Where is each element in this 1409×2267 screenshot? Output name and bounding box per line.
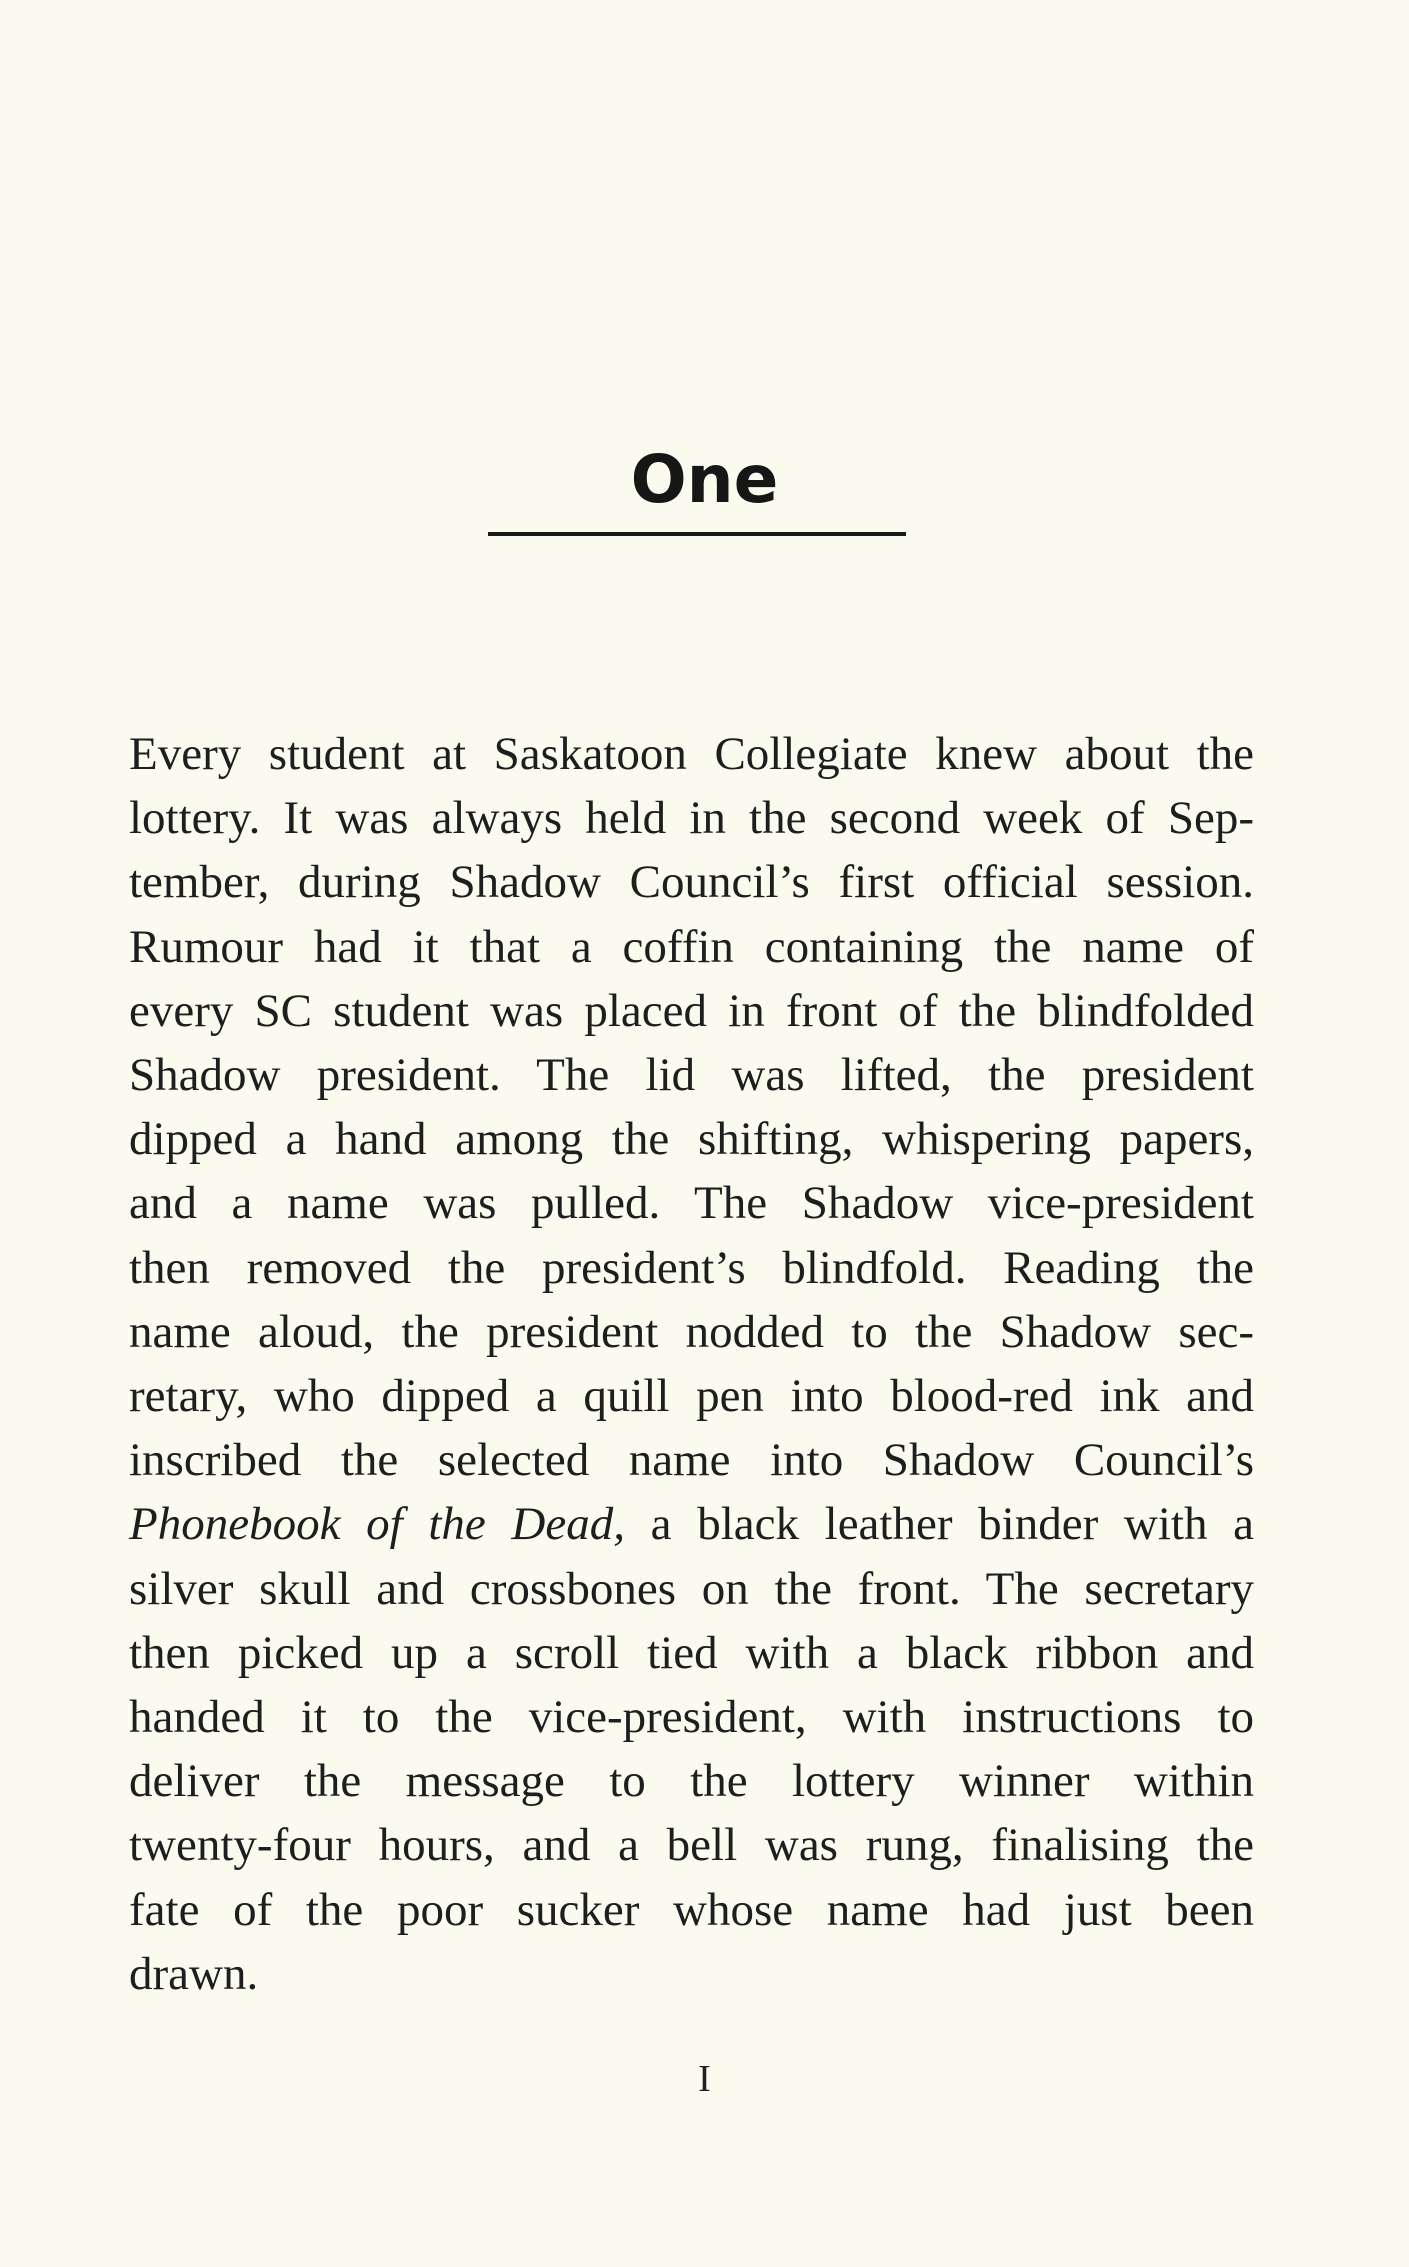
text-line: then removed the president’s blindfold. Reading the [129, 1241, 1254, 1294]
text-line: every SC student was placed in front of the blindfolded [129, 984, 1254, 1037]
text-line-with-title [129, 1492, 1254, 1556]
text-line: Rumour had it that a coffin containing the name of [129, 920, 1254, 973]
body-paragraph [129, 722, 1254, 2006]
text-line: fate of the poor sucker whose name had just been [129, 1883, 1254, 1936]
chapter-title: One [630, 441, 779, 518]
title-underline [488, 532, 906, 536]
page-number: I [698, 2058, 711, 2100]
text-line: inscribed the selected name into Shadow Council’s [129, 1434, 1254, 1487]
book-title-italic: Phonebook of the Dead, [129, 1498, 625, 1551]
text-line: deliver the message to the lottery winner within [129, 1755, 1254, 1808]
text-line: tember, during Shadow Council’s first official session. [129, 856, 1254, 909]
text-line: silver skull and crossbones on the front. The secretary [129, 1562, 1254, 1615]
text-line: handed it to the vice-president, with instructions to [129, 1691, 1254, 1744]
text-line: and a name was pulled. The Shadow vice-president [129, 1177, 1254, 1230]
text-line: twenty-four hours, and a bell was rung, finalising the [129, 1819, 1254, 1872]
text-line: lottery. It was always held in the second week of Sep- [129, 792, 1254, 845]
text-line: retary, who dipped a quill pen into blood-red ink and [129, 1370, 1254, 1423]
text-line: Every student at Saskatoon Collegiate knew about the [129, 728, 1254, 780]
text-line: Shadow president. The lid was lifted, the president [129, 1049, 1254, 1102]
text-line: name aloud, the president nodded to the Shadow sec- [129, 1305, 1254, 1358]
text-line-rest: a black leather binder with a [624, 1498, 1254, 1551]
text-line: drawn. [129, 1947, 259, 2000]
text-line: dipped a hand among the shifting, whispering papers, [129, 1113, 1254, 1166]
text-line: then picked up a scroll tied with a black ribbon and [129, 1626, 1254, 1679]
